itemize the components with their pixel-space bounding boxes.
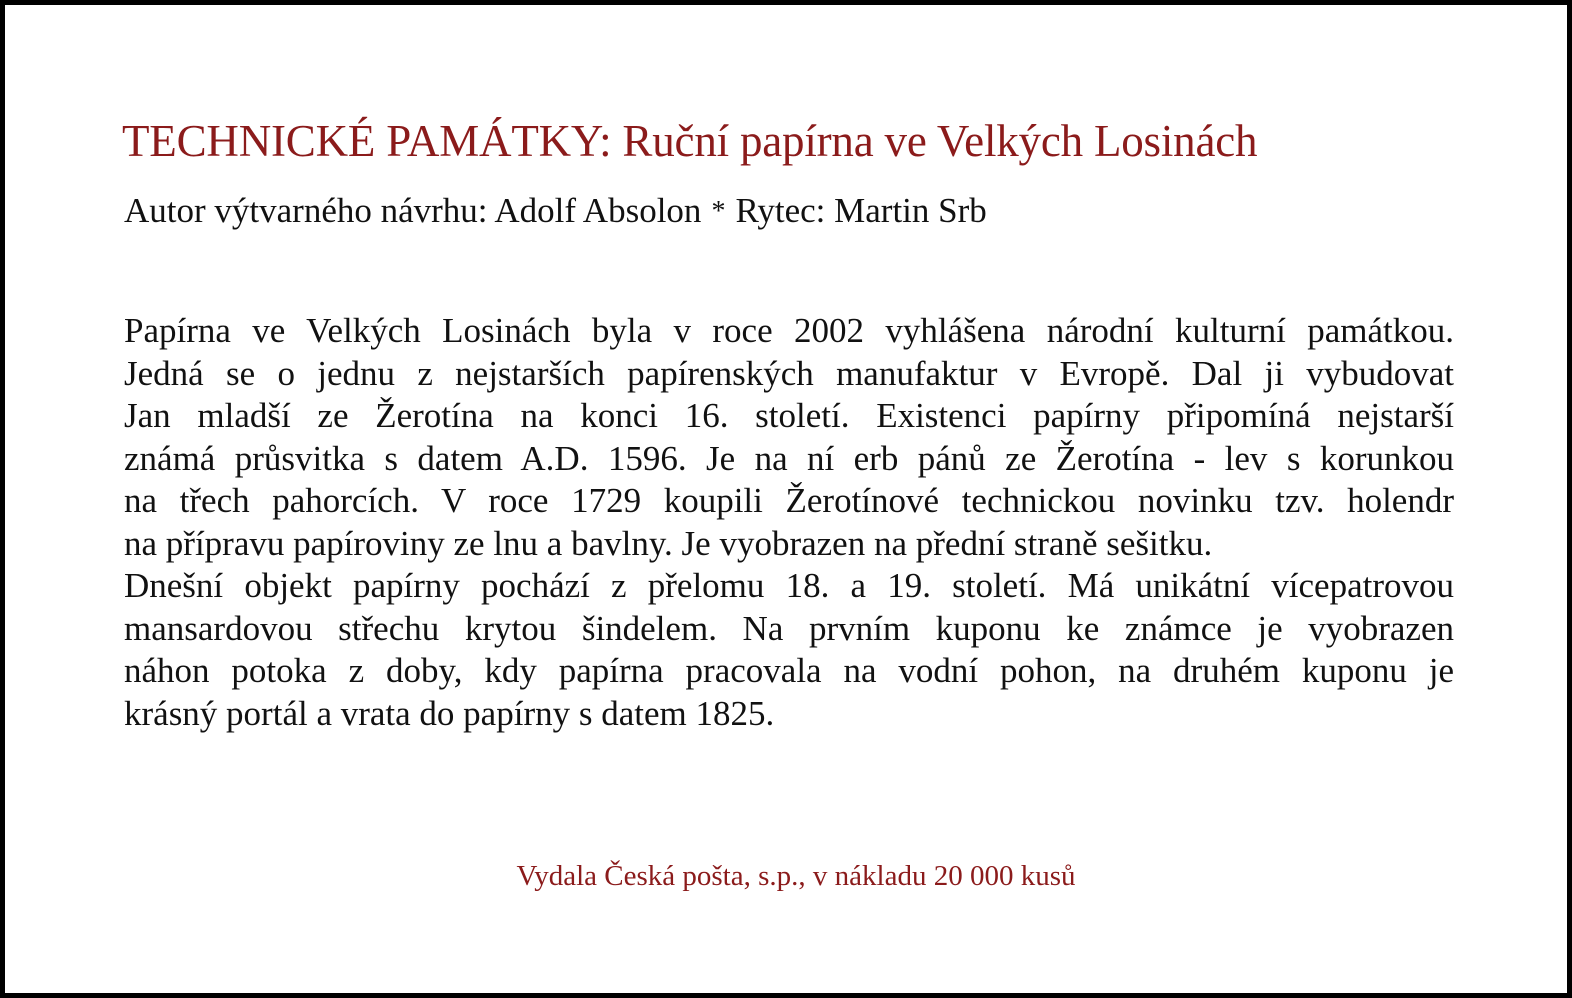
engraver: Rytec: Martin Srb [735, 191, 987, 230]
text-line: na třech pahorcích. V roce 1729 koupili Žerotínové technickou novinku tzv. holendr [124, 481, 1454, 520]
text-line: krásný portál a vrata do papírny s datem 1825. [124, 693, 775, 733]
separator-asterisk: * [711, 196, 726, 227]
description-text [124, 310, 1454, 735]
credits-line [124, 188, 987, 235]
text-line: Papírna ve Velkých Losinách byla v roce 2002 vyhlášena národní kulturní památkou. [124, 311, 1454, 350]
text-line: náhon potoka z doby, kdy papírna pracovala na vodní pohon, na druhém kuponu je [124, 651, 1454, 690]
text-line: na přípravu papíroviny ze lnu a bavlny. Je vyobrazen na přední straně sešitku. [124, 523, 1213, 563]
publisher-note: Vydala Česká pošta, s.p., v nákladu 20 000 kusů [516, 860, 1076, 892]
design-author: Autor výtvarného návrhu: Adolf Absolon [124, 191, 702, 230]
text-line: mansardovou střechu krytou šindelem. Na prvním kuponu ke známce je vyobrazen [124, 608, 1454, 648]
text-line: Jedná se o jednu z nejstarších papírenských manufaktur v Evropě. Dal ji vybudovat [124, 353, 1454, 393]
text-line: známá průsvitka s datem A.D. 1596. Je na ní erb pánů ze Žerotína - lev s korunkou [124, 438, 1454, 478]
page-title: TECHNICKÉ PAMÁTKY: Ruční papírna ve Velkých Losinách [122, 116, 1258, 166]
text-line: Dnešní objekt papírny pochází z přelomu 18. a 19. století. Má unikátní vícepatrovou [124, 566, 1454, 605]
text-line: Jan mladší ze Žerotína na konci 16. století. Existenci papírny připomíná nejstarší [124, 396, 1454, 435]
